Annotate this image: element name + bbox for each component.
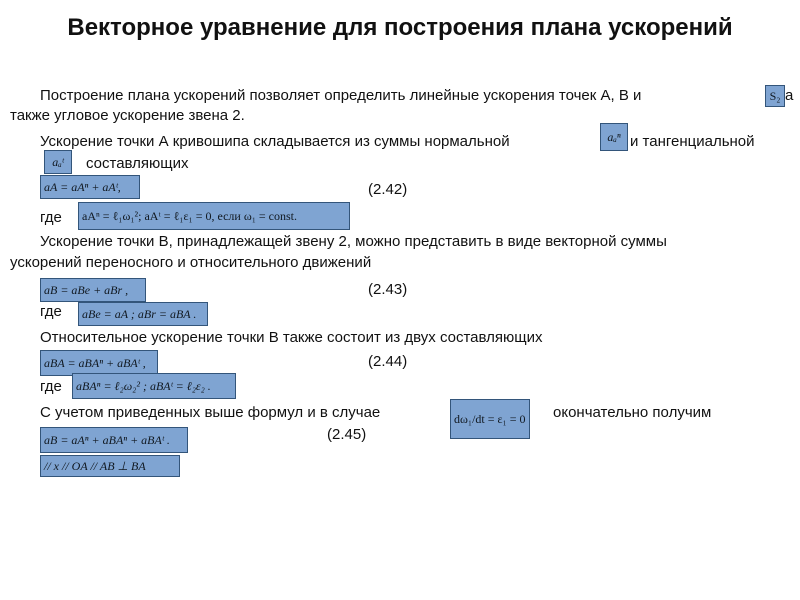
- paragraph-2-line-1: Ускорение точки А кривошипа складывается из суммы нормальной: [40, 133, 510, 150]
- formula-2-45: aB = aAⁿ + aBAⁿ + aBAᵗ .: [40, 427, 188, 453]
- formula-2-45-condition: dω₁/dt = ε₁ = 0: [450, 399, 530, 439]
- equation-number-2-42: (2.42): [368, 181, 408, 198]
- paragraph-1-line-2: также угловое ускорение звена 2.: [10, 107, 245, 124]
- formula-2-42-where: aAⁿ = ℓ₁ω₁²; aAᵗ = ℓ₁ε₁ = 0, если ω₁ = const.: [78, 202, 350, 230]
- formula-2-44: aBA = aBAⁿ + aBAᵗ ,: [40, 350, 158, 376]
- formula-2-43-where: aBe = aA ; aBr = aBA .: [78, 302, 208, 326]
- paragraph-2-line-1-end: и тангенциальной: [630, 133, 755, 150]
- paragraph-1-line-1-end: а: [785, 87, 794, 104]
- paragraph-4-line-1: Относительное ускорение точки В также состоит из двух составляющих: [40, 329, 543, 346]
- formula-2-44-where: aBAⁿ = ℓ₂ω₂² ; aBAᵗ = ℓ₂ε₂ .: [72, 373, 236, 399]
- where-label-3: где: [40, 378, 62, 395]
- paragraph-5-line-1: С учетом приведенных выше формул и в случае: [40, 404, 381, 421]
- equation-number-2-43: (2.43): [368, 281, 408, 298]
- where-label-2: где: [40, 303, 62, 320]
- formula-2-42: aA = aAⁿ + aAᵗ,: [40, 175, 140, 199]
- formula-a-n-A: aₐⁿ: [600, 123, 628, 151]
- paragraph-1-line-1: Построение плана ускорений позволяет определить линейные ускорения точек А, В и: [40, 87, 642, 104]
- paragraph-5-line-1-end: окончательно получим: [553, 404, 712, 421]
- where-label-1: где: [40, 209, 62, 226]
- formula-2-45-directions: // x // OA // AB ⊥ BA: [40, 455, 180, 477]
- formula-a-t-A: aₐᵗ: [44, 150, 72, 174]
- paragraph-2-line-2: составляющих: [86, 155, 189, 172]
- paragraph-3-line-2: ускорений переносного и относительного движений: [10, 254, 372, 271]
- slide-title: Векторное уравнение для построения плана ускорений: [67, 14, 733, 41]
- equation-number-2-45: (2.45): [327, 426, 367, 443]
- equation-number-2-44: (2.44): [368, 353, 408, 370]
- paragraph-3-line-1: Ускорение точки В, принадлежащей звену 2, можно представить в виде векторной суммы: [40, 233, 667, 250]
- formula-s2: S₂: [765, 85, 785, 107]
- formula-2-43: aB = aBe + aBr ,: [40, 278, 146, 302]
